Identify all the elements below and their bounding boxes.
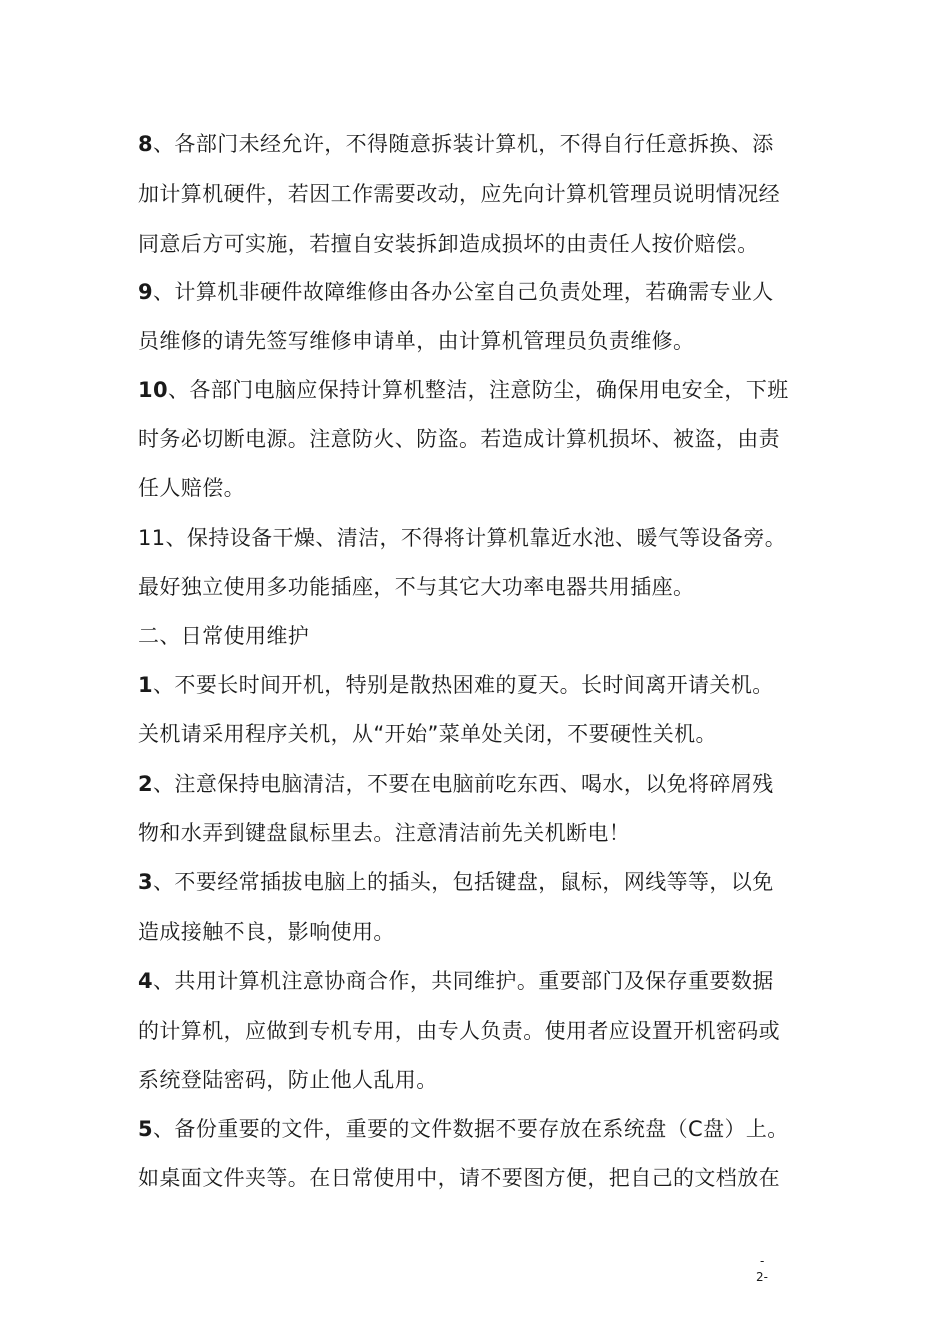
item-number: 3 <box>138 870 154 894</box>
line-text: 员维修的请先签写维修申请单，由计算机管理员负责维修。 <box>138 329 695 353</box>
text-line <box>138 180 780 208</box>
line-text: 的计算机，应做到专机专用，由专人负责。使用者应设置开机密码或 <box>138 1019 780 1043</box>
page-number: 2- <box>756 1270 768 1284</box>
line-text: 造成接触不良，影响使用。 <box>138 920 395 944</box>
line-text: 、计算机非硬件故障维修由各办公室自己负责处理，若确需专业人 <box>153 280 774 304</box>
line-text: 二、日常使用维护 <box>138 624 310 648</box>
text-line <box>138 967 774 995</box>
item-number: 9 <box>138 280 154 304</box>
text-line <box>138 425 780 453</box>
text-line <box>138 1164 780 1192</box>
line-text: 、不要经常插拔电脑上的插头，包括键盘，鼠标，网线等等，以免 <box>153 870 774 894</box>
line-text: 加计算机硬件，若因工作需要改动，应先向计算机管理员说明情况经 <box>138 182 780 206</box>
text-line <box>138 671 774 699</box>
text-line <box>138 376 789 404</box>
text-line <box>138 474 245 502</box>
text-line <box>138 130 774 158</box>
text-line <box>138 720 717 748</box>
line-text: 、注意保持电脑清洁，不要在电脑前吃东西、喝水，以免将碎屑残 <box>153 772 774 796</box>
page-footer-dash: - <box>760 1254 765 1268</box>
line-text: 系统登陆密码，防止他人乱用。 <box>138 1068 438 1092</box>
line-text: 任人赔偿。 <box>138 476 245 500</box>
text-line <box>138 230 759 258</box>
line-text: 11、保持设备干燥、清洁，不得将计算机靠近水池、暖气等设备旁。 <box>138 526 787 550</box>
text-line <box>138 770 774 798</box>
text-line <box>138 1017 780 1045</box>
line-text: 、备份重要的文件，重要的文件数据不要存放在系统盘（C盘）上。 <box>153 1117 789 1141</box>
line-text: 物和水弄到键盘鼠标里去。注意清洁前先关机断电！ <box>138 821 631 845</box>
item-number: 8 <box>138 132 154 156</box>
text-line <box>138 918 395 946</box>
line-text: 、各部门电脑应保持计算机整洁，注意防尘，确保用电安全，下班 <box>168 378 789 402</box>
line-text: 时务必切断电源。注意防火、防盗。若造成计算机损坏、被盗，由责 <box>138 427 780 451</box>
item-number: 4 <box>138 969 154 993</box>
text-line <box>138 524 786 552</box>
line-text: 最好独立使用多功能插座，不与其它大功率电器共用插座。 <box>138 575 695 599</box>
text-line <box>138 573 694 601</box>
text-line <box>138 1066 438 1094</box>
text-line <box>138 622 309 650</box>
item-number: 1 <box>138 673 154 697</box>
line-text: 关机请采用程序关机，从“开始”菜单处关闭，不要硬性关机。 <box>138 722 717 746</box>
item-number: 5 <box>138 1117 154 1141</box>
line-text: 、共用计算机注意协商合作，共同维护。重要部门及保存重要数据 <box>153 969 774 993</box>
line-text: 如桌面文件夹等。在日常使用中，请不要图方便，把自己的文档放在 <box>138 1166 780 1190</box>
text-line <box>138 327 694 355</box>
text-line <box>138 819 630 847</box>
text-line <box>138 278 774 306</box>
line-text: 、各部门未经允许，不得随意拆装计算机，不得自行任意拆换、添 <box>153 132 774 156</box>
line-text: 同意后方可实施，若擅自安装拆卸造成损坏的由责任人按价赔偿。 <box>138 232 759 256</box>
text-line <box>138 868 774 896</box>
text-line <box>138 1115 789 1143</box>
item-number: 10 <box>138 378 169 402</box>
line-text: 、不要长时间开机，特别是散热困难的夏天。长时间离开请关机。 <box>153 673 774 697</box>
item-number: 2 <box>138 772 154 796</box>
